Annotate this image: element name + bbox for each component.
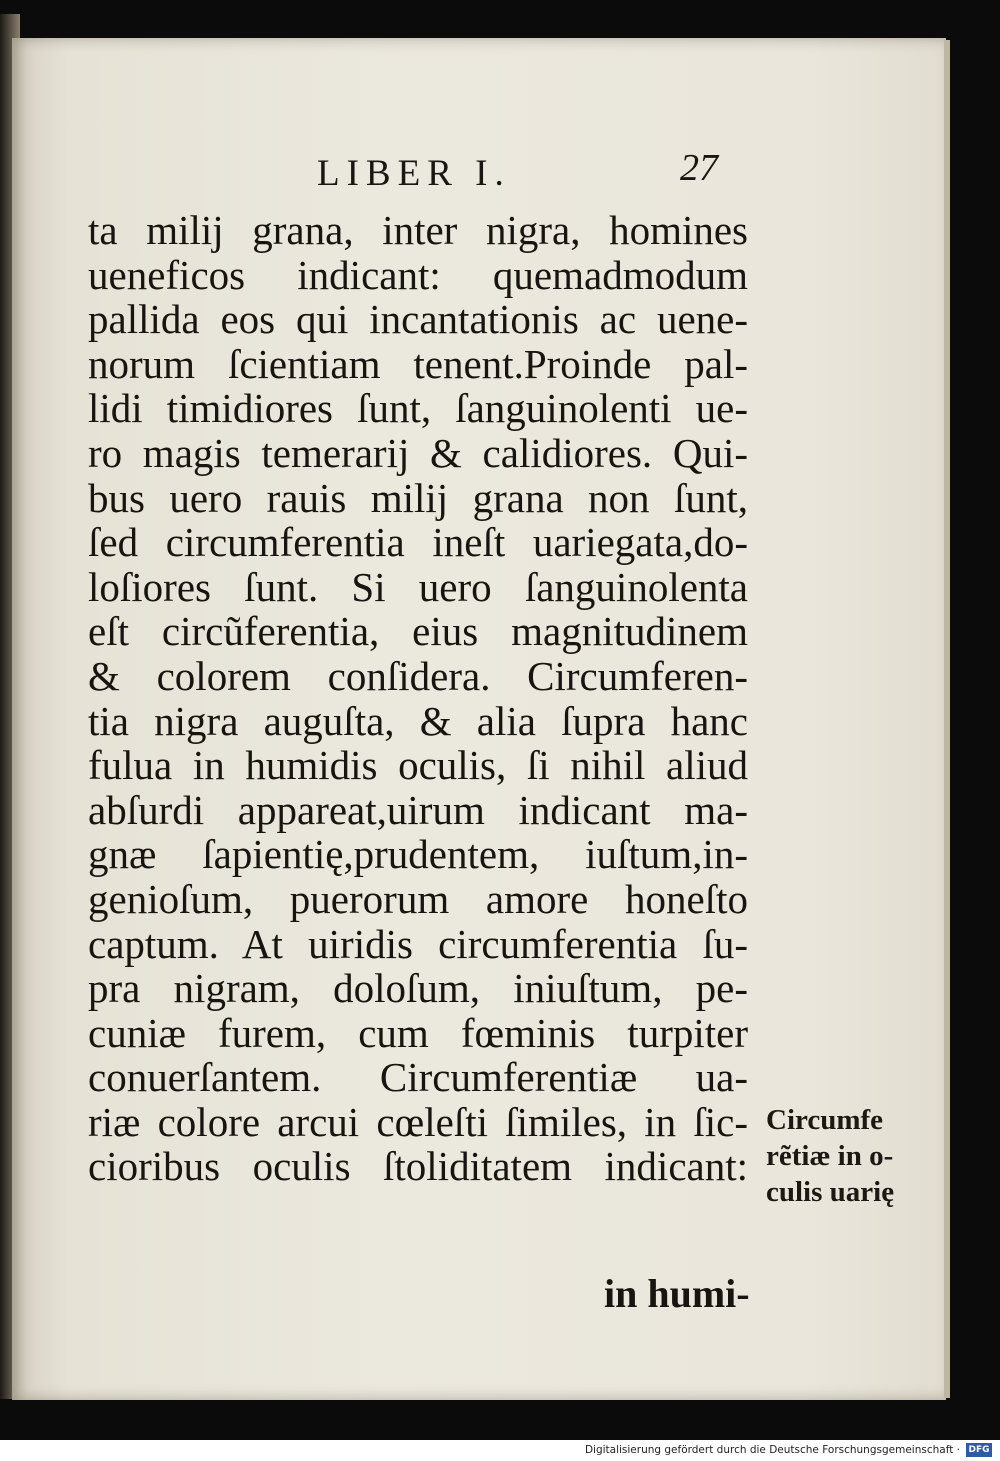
page-number: 27: [680, 147, 718, 189]
text-line: tia nigra auguſta, & alia ſupra hanc: [88, 697, 748, 744]
text-line: abſurdi appareat,uirum indicant ma-: [88, 786, 748, 833]
text-line: bus uero rauis milij grana non ſunt,: [88, 474, 748, 521]
text-line: ro magis temerarij & calidiores. Qui-: [88, 429, 748, 476]
text-line: genioſum, puerorum amore honeſto: [88, 875, 748, 922]
text-line: eſt circũferentia, eius magnitudinem: [88, 608, 748, 655]
dfg-logo-icon: DFG: [966, 1443, 992, 1457]
text-line: cioribus oculis ſtoliditatem indicant:: [88, 1143, 748, 1190]
text-line: riæ colore arcui cœleſti ſimiles, in ſic-: [88, 1098, 748, 1145]
text-line: ta milij grana, inter nigra, homines: [88, 207, 748, 253]
text-line: lidi timidiores ſunt, ſanguinolenti ue-: [88, 385, 748, 432]
text-line: gnæ ſapientię,prudentem, iuſtum,in-: [88, 831, 748, 878]
main-text-block: [88, 208, 748, 1189]
text-line: fulua in humidis oculis, ſi nihil aliud: [88, 742, 748, 789]
text-line: loſiores ſunt. Si uero ſanguinolenta: [88, 563, 748, 610]
text-line: norum ſcientiam tenent.Proinde pal-: [88, 340, 748, 387]
text-line: conuerſantem. Circumferentiæ ua-: [88, 1054, 748, 1101]
marginal-note: [766, 1102, 926, 1210]
marginal-note-line: Circumfe: [766, 1104, 884, 1136]
text-line: pra nigram, doloſum, iniuſtum, pe-: [88, 965, 748, 1012]
text-line: cuniæ furem, cum fœminis turpiter: [88, 1009, 748, 1056]
catchword: in humi-: [604, 1271, 750, 1316]
text-line: ueneficos indicant: quemadmodum: [88, 251, 748, 298]
running-head: LIBER I.: [317, 153, 511, 194]
text-line: ſed circumferentia ineſt uariegata,do-: [88, 519, 748, 566]
text-line: & colorem conſidera. Circumferen-: [88, 652, 748, 699]
marginal-note-line: culis uarię: [766, 1176, 895, 1208]
digitization-credit: Digitalisierung gefördert durch die Deutsche Forschungsgemeinschaft ·: [584, 1444, 960, 1456]
text-line: pallida eos qui incantationis ac uene-: [88, 296, 748, 343]
footer-bar: [0, 1440, 1000, 1461]
marginal-note-line: rẽtiæ in o-: [766, 1140, 894, 1172]
page-fore-edge: [944, 40, 950, 1398]
text-line: captum. At uiridis circumferentia ſu-: [88, 920, 748, 967]
